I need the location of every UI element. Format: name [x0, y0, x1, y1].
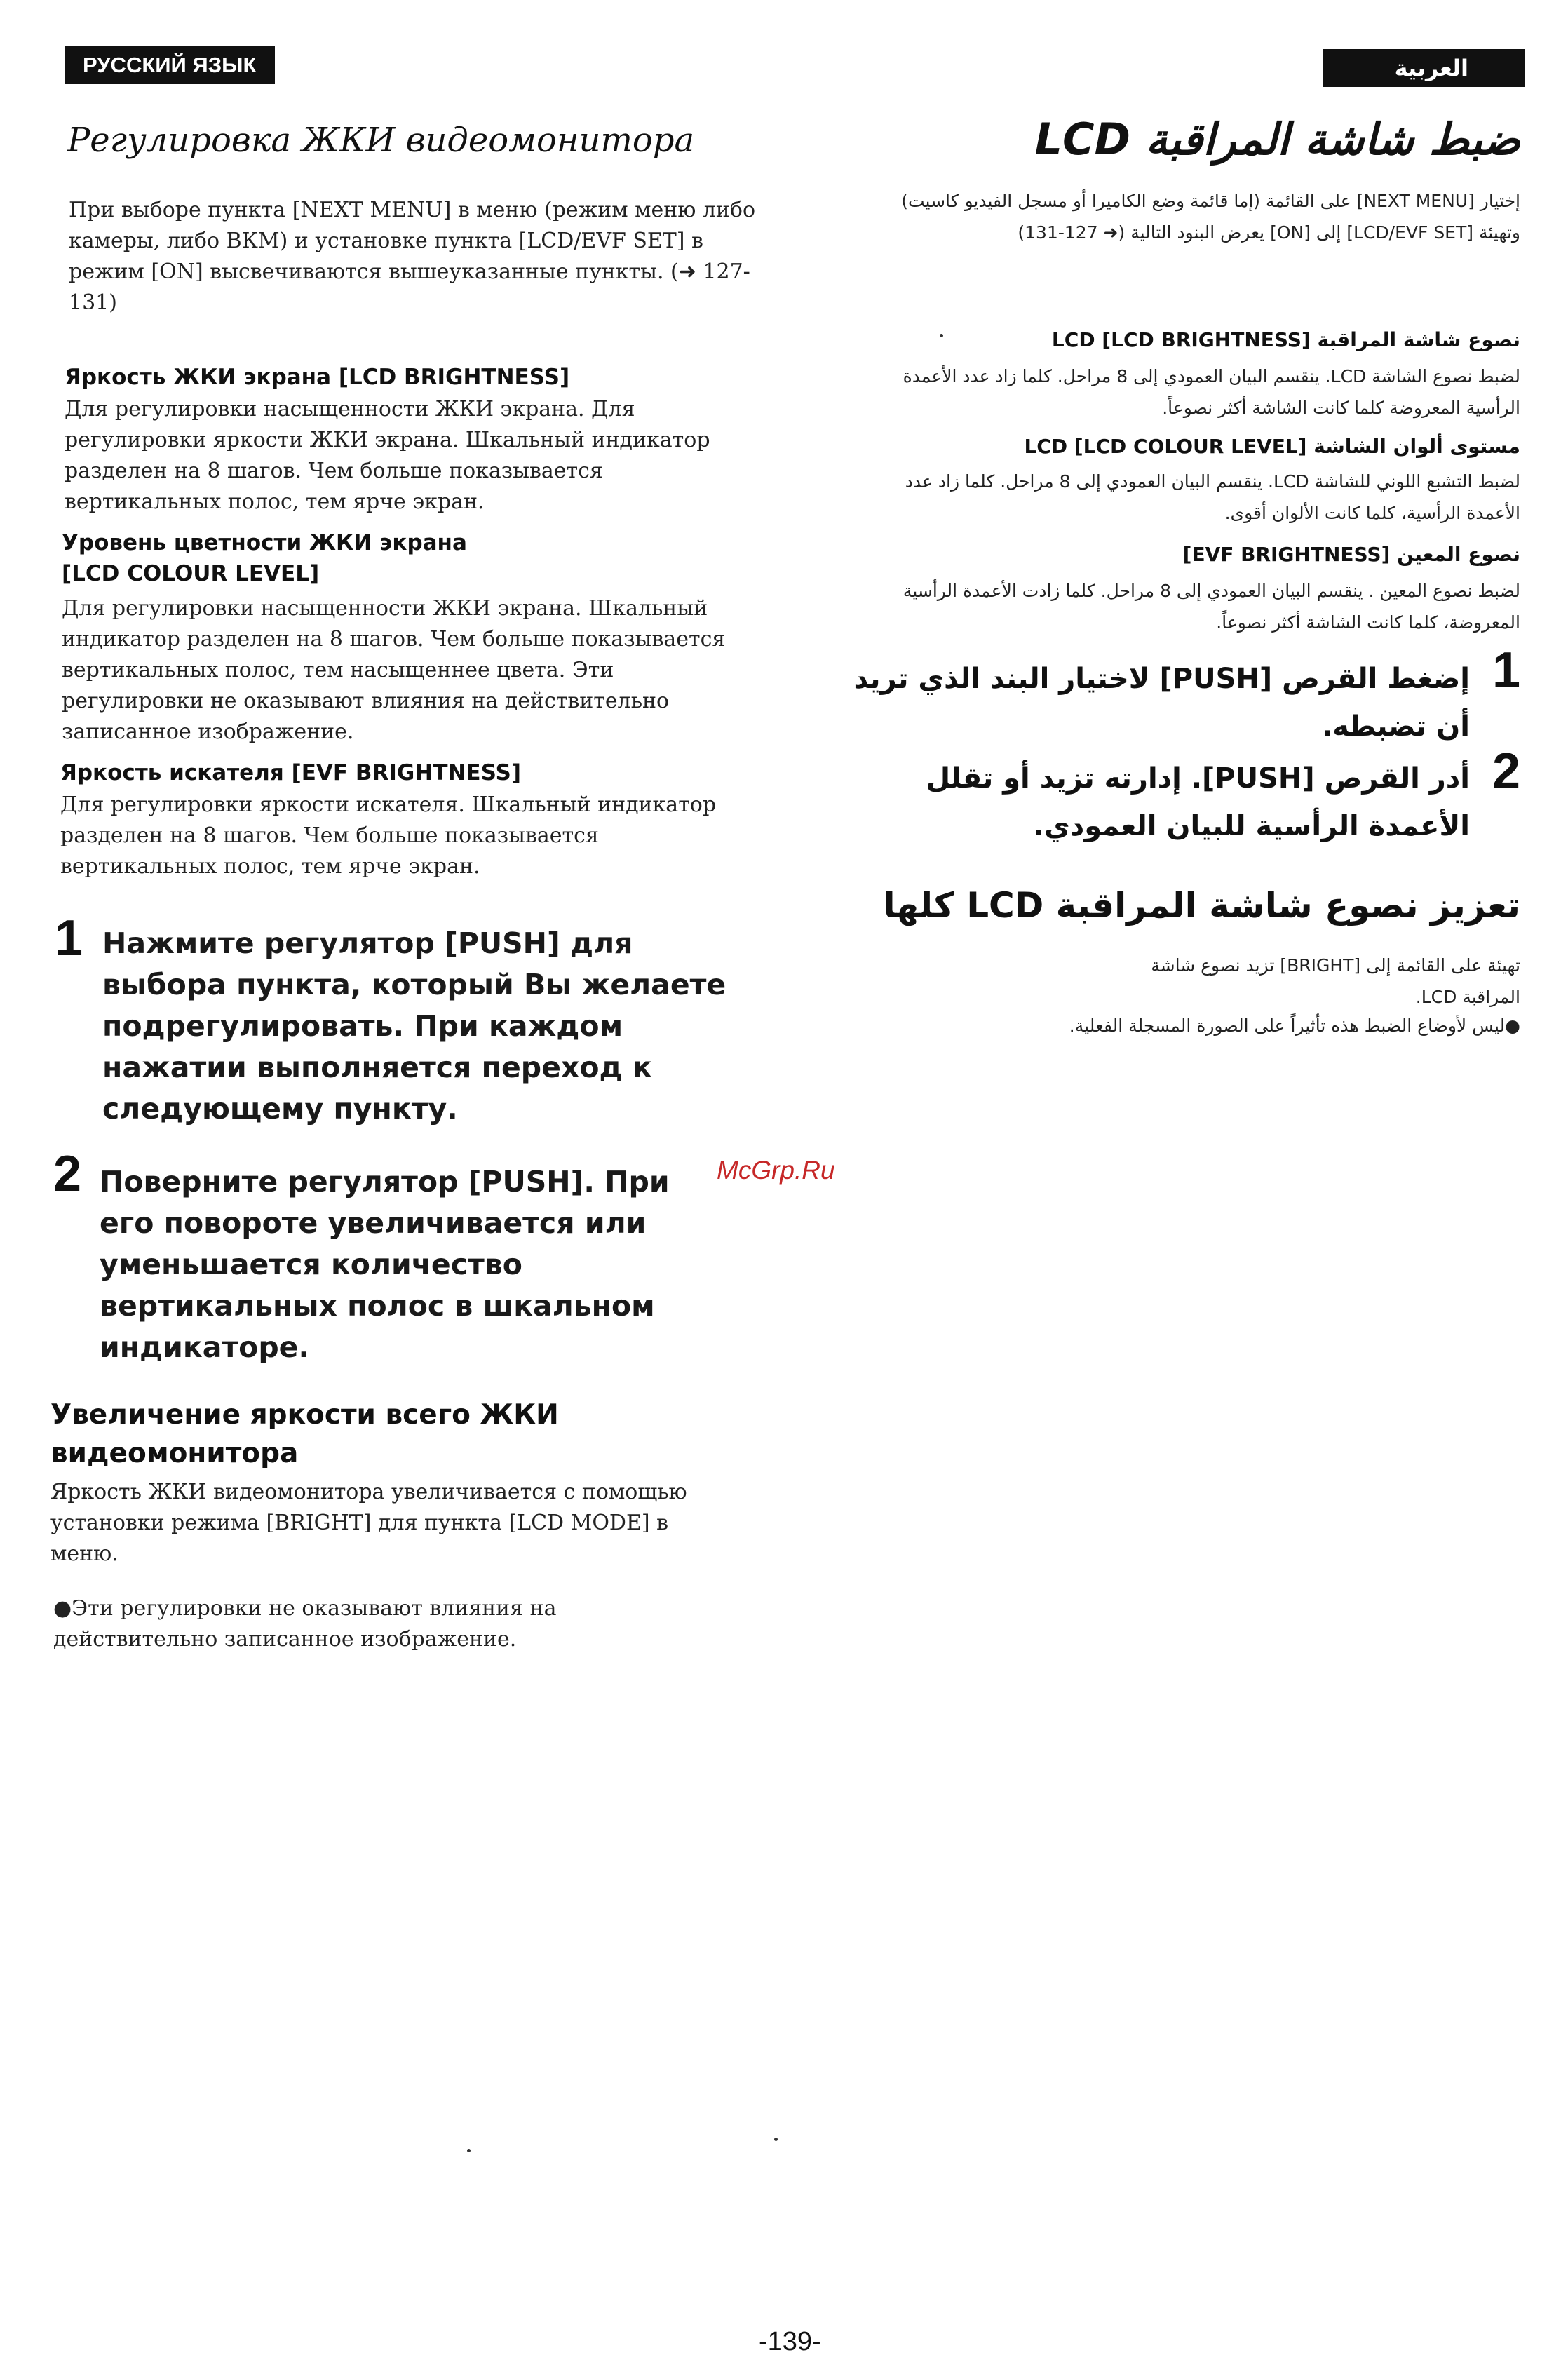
scan-speck	[940, 334, 943, 337]
ru-evf-brightness-body: Для регулировки яркости искателя. Шкальный индикатор разделен на 8 шагов. Чем больше показывается вертикальных полос, тем ярче экран.	[60, 792, 717, 879]
ru-sub-title: Увеличение яркости всего ЖКИ видеомонитора	[50, 1399, 559, 1469]
ar-step-2-text: أدر القرص [PUSH]. إدارته تزيد أو تقلل الأعمدة الرأسية للبيان العمودي.	[926, 762, 1470, 842]
ru-lcd-colour-heading-2: [LCD COLOUR LEVEL]	[62, 561, 320, 586]
ru-page-title: Регулировка ЖКИ видеомонитора	[67, 121, 695, 160]
scan-speck	[774, 2138, 778, 2141]
ru-lcd-colour-heading: Уровень цветности ЖКИ экрана	[62, 530, 467, 555]
ru-intro-paragraph: При выборе пункта [NEXT MENU] в меню (режим меню либо камеры, либо ВКМ) и установке пункта [LCD/EVF SET] в режим [ON] высвечиваются вышеуказанные пункты. (➜ 127-131)	[69, 198, 756, 315]
ar-intro-paragraph: إختيار [NEXT MENU] على القائمة (إما قائمة وضع الكاميرا أو مسجل الفيديو كاسيت) وتهيئة [LCD/EVF SET] إلى [ON] يعرض البنود التالية (➜ 127-131)	[901, 191, 1520, 243]
language-tag-arabic: العربية	[1323, 49, 1525, 87]
ar-page-title: ضبط شاشة المراقبة LCD	[1034, 114, 1520, 165]
page-number: -139-	[759, 2327, 821, 2356]
ar-note: ●ليس لأوضاع الضبط هذه تأثيراً على الصورة المسجلة الفعلية.	[1069, 1015, 1520, 1036]
ar-sub-body: تهيئة على القائمة إلى [BRIGHT] تزيد نصوع شاشة المراقبة LCD.	[1151, 955, 1520, 1007]
ar-step-2-number: 2	[1492, 743, 1520, 799]
ar-lcd-brightness-heading: نصوع شاشة المراقبة LCD [LCD BRIGHTNESS]	[1051, 328, 1520, 351]
scan-speck	[467, 2149, 471, 2152]
ar-step-1-number: 1	[1492, 642, 1520, 699]
ru-lcd-brightness-body: Для регулировки насыщенности ЖКИ экрана. Для регулировки яркости ЖКИ экрана. Шкальный индикатор разделен на 8 шагов. Чем больше показывается вертикальных полос, тем ярче экран.	[65, 397, 710, 514]
ar-sub-title: تعزيز نصوع شاشة المراقبة LCD كلها	[883, 885, 1520, 926]
watermark: McGrp.Ru	[717, 1156, 835, 1185]
ru-note: ●Эти регулировки не оказывают влияния на действительно записанное изображение.	[53, 1596, 557, 1652]
language-tag-russian: РУССКИЙ ЯЗЫК	[65, 46, 275, 84]
ru-evf-brightness-heading: Яркость искателя [EVF BRIGHTNESS]	[60, 760, 522, 785]
ar-evf-brightness-body: لضبط نصوع المعين . ينقسم البيان العمودي إلى 8 مراحل. كلما زادت الأعمدة الرأسية المعروضة، كلما كانت الشاشة أكثر نصوعاً.	[903, 581, 1520, 633]
ar-lcd-colour-heading: مستوى ألوان الشاشة LCD [LCD COLOUR LEVEL]	[1024, 435, 1520, 458]
ru-step-1-number: 1	[55, 910, 83, 966]
ru-lcd-colour-body: Для регулировки насыщенности ЖКИ экрана. Шкальный индикатор разделен на 8 шагов. Чем больше показывается вертикальных полос, тем насыщеннее цвета. Эти регулировки не оказывают влияния на действительно записанное изображение.	[62, 596, 726, 744]
ru-lcd-brightness-heading: Яркость ЖКИ экрана [LCD BRIGHTNESS]	[65, 365, 570, 390]
ar-evf-brightness-heading: نصوع المعين [EVF BRIGHTNESS]	[1182, 543, 1520, 566]
ru-step-2-text: Поверните регулятор [PUSH]. При его повороте увеличивается или уменьшается количество вертикальных полос в шкальном индикаторе.	[100, 1165, 670, 1364]
ar-lcd-brightness-body: لضبط نصوع الشاشة LCD. ينقسم البيان العمودي إلى 8 مراحل. كلما زاد عدد الأعمدة الرأسية المعروضة كلما كانت الشاشة أكثر نصوعاً.	[903, 366, 1520, 418]
ru-sub-body: Яркость ЖКИ видеомонитора увеличивается с помощью установки режима [BRIGHT] для пункта [LCD MODE] в меню.	[50, 1480, 687, 1566]
ar-step-1-text: إضغط القرص [PUSH] لاختيار البند الذي تريد أن تضبطه.	[853, 663, 1470, 743]
ru-step-1-text: Нажмите регулятор [PUSH] для выбора пункта, который Вы желаете подрегулировать. При каждом нажатии выполняется переход к следующему пункту.	[102, 926, 726, 1126]
ar-lcd-colour-body: لضبط التشبع اللوني للشاشة LCD. ينقسم البيان العمودي إلى 8 مراحل. كلما زاد عدد الأعمدة الرأسية، كلما كانت الألوان أقوى.	[905, 471, 1520, 523]
ru-step-2-number: 2	[53, 1146, 82, 1202]
